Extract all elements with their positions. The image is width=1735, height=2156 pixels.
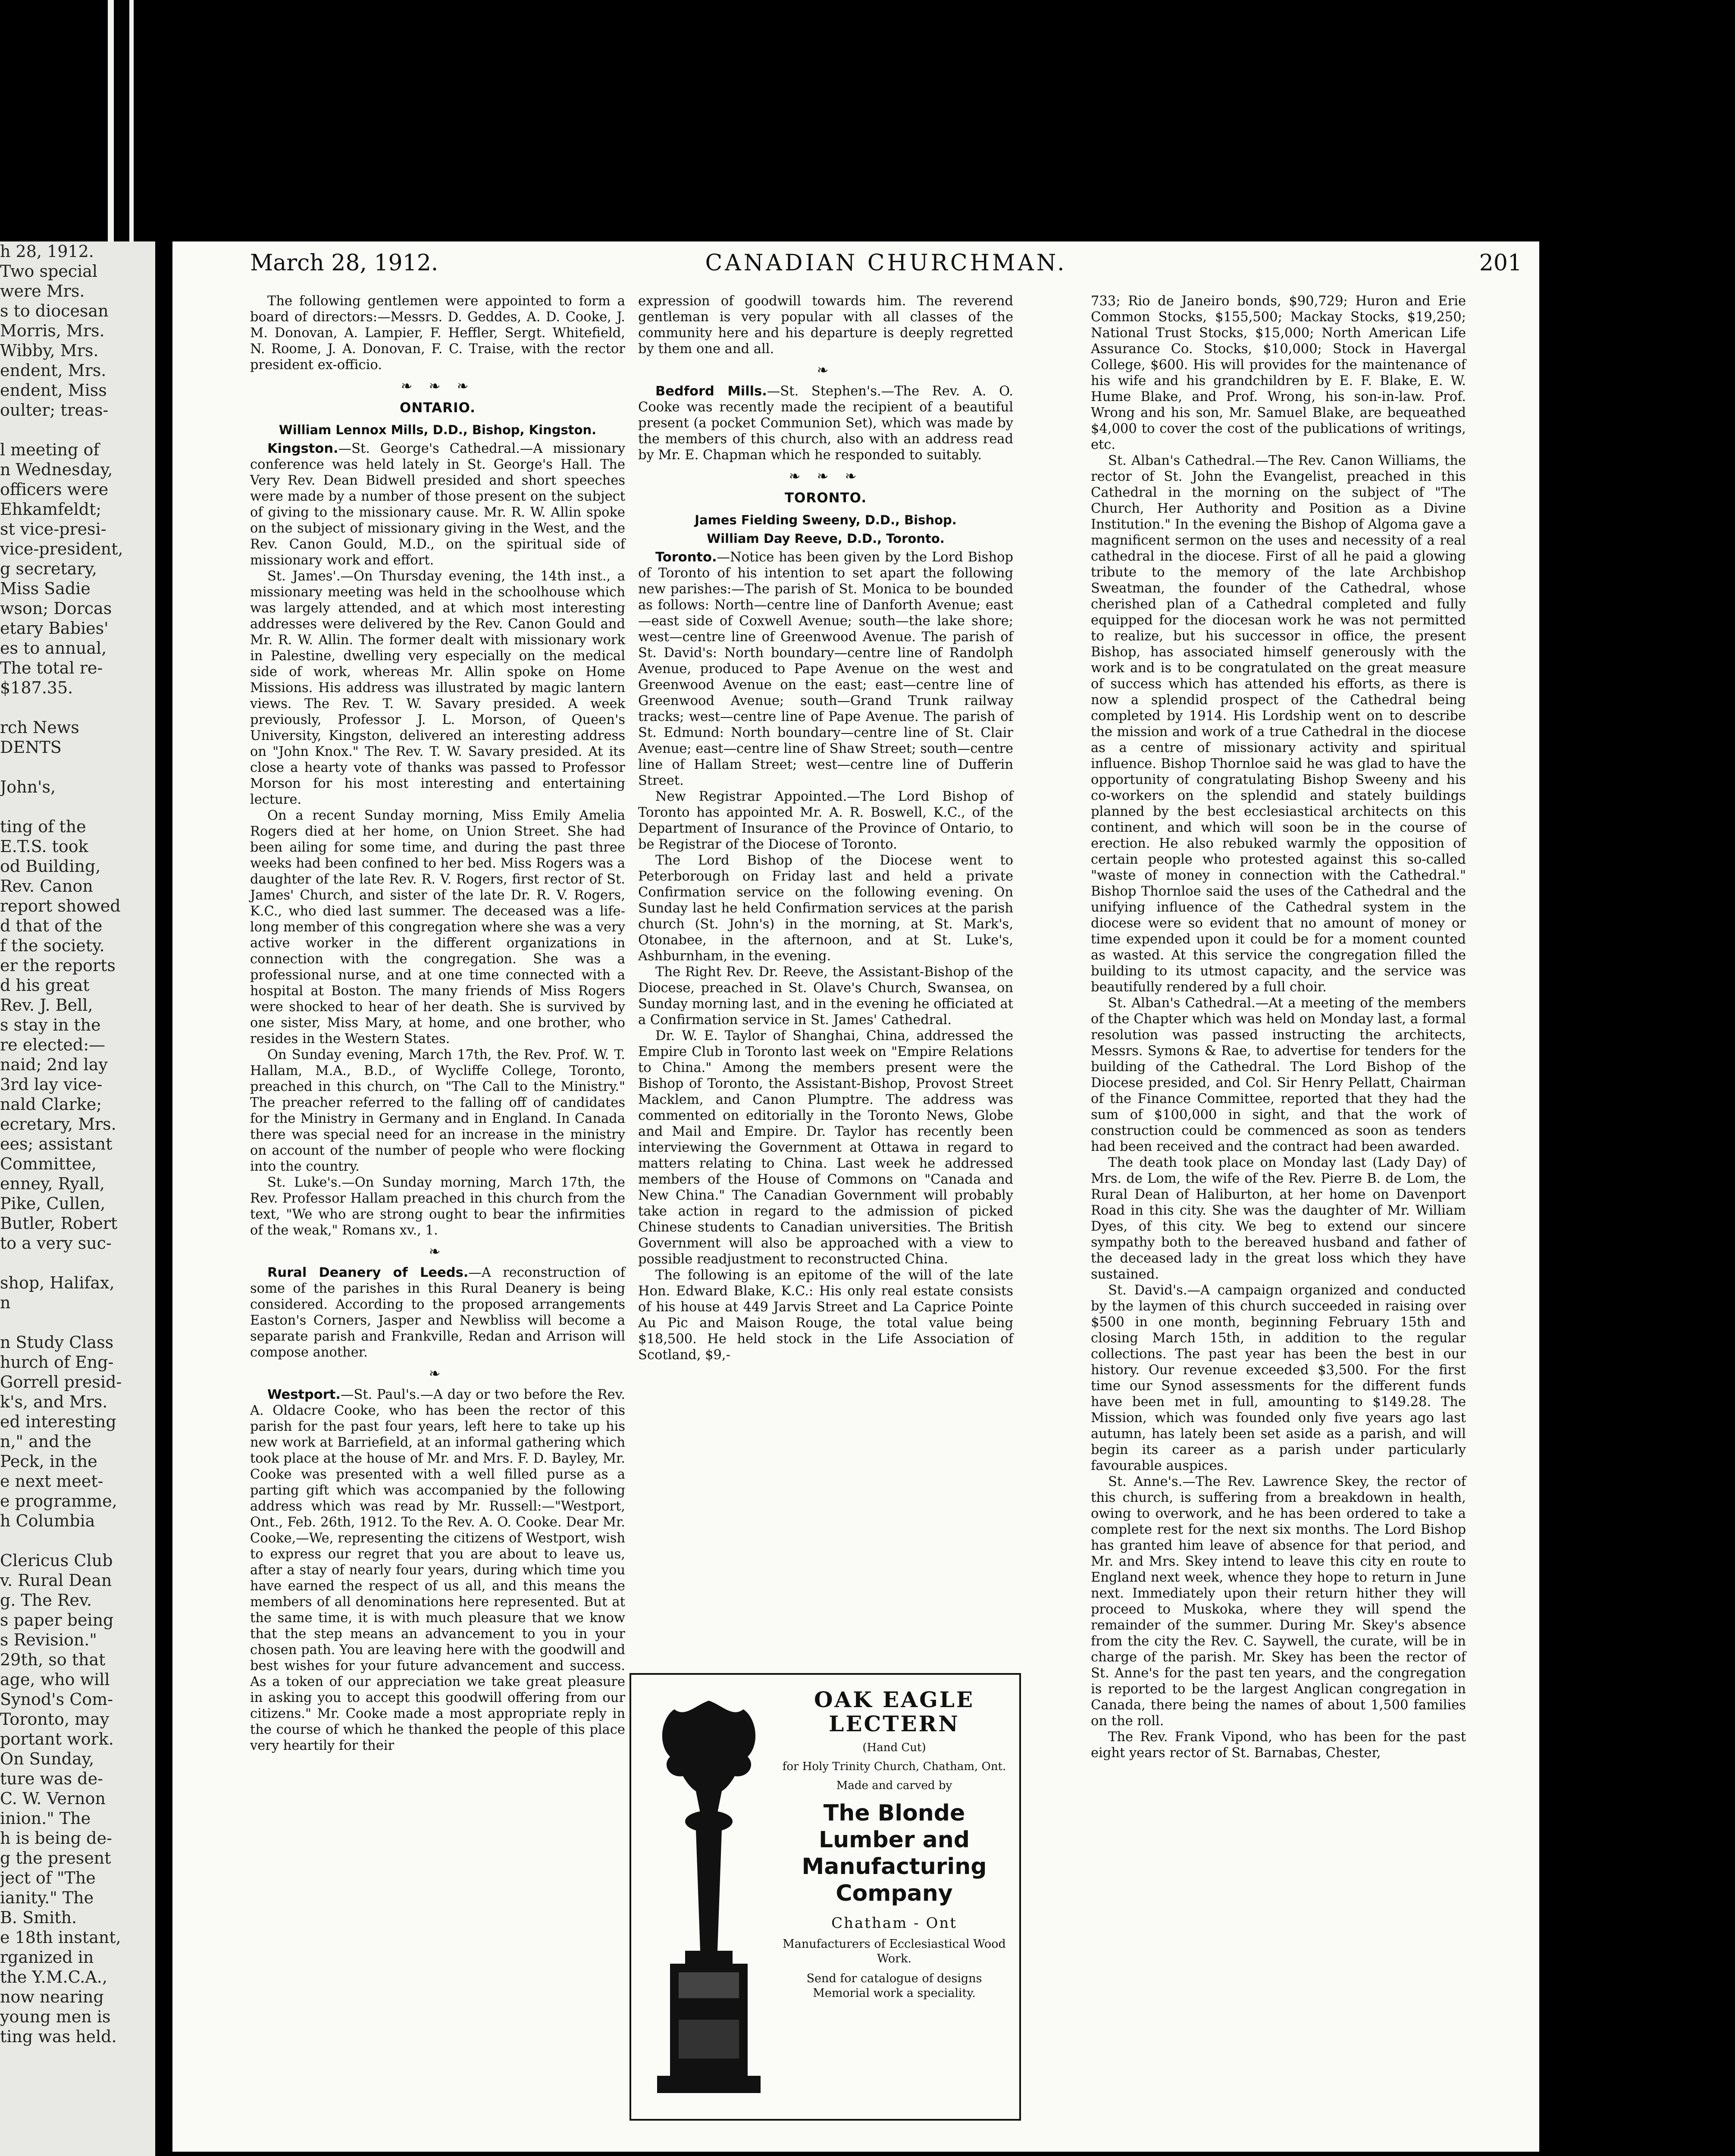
adjacent-page-line: g secretary,	[0, 559, 97, 578]
adjacent-page-line: od Building,	[0, 857, 101, 876]
column-3	[1091, 293, 1466, 1761]
adjacent-page-line: portant work.	[0, 1730, 114, 1749]
column-1	[250, 293, 625, 1754]
adjacent-page-line: s paper being	[0, 1611, 114, 1630]
adjacent-page-line: s stay in the	[0, 1015, 101, 1034]
bedford-paragraph: Bedford Mills.—St. Stephen's.—The Rev. A. O. Cooke was recently made the recipient of a beautiful present (a pocket Communion Set), which was made by the members of this church, also with an address read by Mr. E. Chapman which he responded to suitably.	[638, 384, 1013, 463]
ad-made-by: Made and carved by	[836, 1779, 952, 1792]
adjacent-page-line: er the reports	[0, 956, 116, 975]
adjacent-page-line	[0, 698, 155, 718]
registrar-paragraph: New Registrar Appointed.—The Lord Bishop of Toronto has appointed Mr. A. R. Boswell, K.C., of the Department of Insurance of the Province of Ontario, to be Registrar of the Diocese of Toronto.	[638, 789, 1013, 852]
peterborough-paragraph: The Lord Bishop of the Diocese went to Peterborough on Friday last and held a private Confirmation service on the following evening. On Sunday last he held Confirmation services at the parish church (St. John's) in the morning, at St. Mark's, Otonabee, in the afternoon, and at St. Luke's, Ashburnham, in the evening.	[638, 853, 1013, 964]
ornament: ❧	[429, 1243, 447, 1260]
adjacent-page-line: g the present	[0, 1849, 111, 1868]
section-heading-toronto: TORONTO.	[784, 490, 867, 506]
adjacent-page-line: vice-president,	[0, 539, 123, 558]
ad-for-line: for Holy Trinity Church, Chatham, Ont.	[782, 1760, 1006, 1773]
adjacent-page-line: E.T.S. took	[0, 837, 88, 856]
adjacent-page-line: 3rd lay vice-	[0, 1075, 103, 1094]
adjacent-page-line: ed interesting	[0, 1412, 116, 1431]
advertisement-text	[778, 1688, 1011, 2001]
adjacent-page-line: C. W. Vernon	[0, 1789, 106, 1808]
adjacent-page-line: ture was de-	[0, 1769, 103, 1788]
bishop-subheading: James Fielding Sweeny, D.D., Bishop.	[695, 513, 957, 527]
adjacent-page-line: endent, Mrs.	[0, 361, 106, 380]
bishop-subheading: William Lennox Mills, D.D., Bishop, Kingston.	[279, 423, 597, 437]
st-james-paragraph: St. James'.—On Thursday evening, the 14th inst., a missionary meeting was held in the schoolhouse which was largely attended, and at which most interesting addresses were delivered by the Rev. Canon Gould and Mr. R. W. Allin. The former dealt with missionary work in Palestine, dwelling very especially on the medical side of work, whereas Mr. Allin spoke on Home Missions. His address was illustrated by magic lantern views. The Rev. T. W. Savary presided. A week previously, Professor J. L. Morson, of Queen's University, Kingston, delivered an interesting address on "John Knox." The Rev. T. W. Savary presided. At its close a hearty vote of thanks was passed to Professor Morson for his most interesting and entertaining lecture.	[250, 569, 625, 807]
adjacent-page-line: d his great	[0, 976, 90, 995]
ornament: ❧ ❧ ❧	[789, 468, 863, 484]
adjacent-page-line	[0, 757, 155, 777]
st-annes-paragraph: St. Anne's.—The Rev. Lawrence Skey, the rector of this church, is suffering from a breakdown in health, owing to overwork, and he has been ordered to take a complete rest for the next six months. The Lord Bishop has granted him leave of absence for that period, and Mr. and Mrs. Skey intend to leave this city en route to England next week, whence they hope to return in June next. Immediately upon their return hither they will proceed to Muskoka, where they will spend the remainder of the summer. During Mr. Skey's absence from the city the Rev. C. Saywell, the curate, will be in charge of the parish. Mr. Skey has been the rector of St. Anne's for the past ten years, and the congregation is reported to be the largest Anglican congregation in Canada, there being the names of about 1,500 families on the roll.	[1091, 1474, 1466, 1729]
section-heading-ontario: ONTARIO.	[400, 400, 476, 416]
adjacent-page-line: Morris, Mrs.	[0, 321, 105, 340]
adjacent-page-line: g. The Rev.	[0, 1591, 92, 1610]
goodwill-paragraph: expression of goodwill towards him. The reverend gentleman is very popular with all classes of the community here and his departure is deeply regretted by them one and all.	[638, 294, 1013, 357]
adjacent-page-line: e programme,	[0, 1492, 117, 1510]
toronto-lead: Toronto.	[655, 550, 717, 565]
adjacent-page-line: report showed	[0, 896, 121, 915]
reeve-paragraph: The Right Rev. Dr. Reeve, the Assistant-Bishop of the Diocese, preached in St. Olave's Church, Swansea, on Sunday morning last, and in the evening he officiated at a Confirmation service in St. James' Cathedral.	[638, 965, 1013, 1028]
adjacent-page-line: f the society.	[0, 936, 105, 955]
adjacent-page-line: n Wednesday,	[0, 460, 113, 479]
ad-manufacturers: Manufacturers of Ecclesiastical Wood Work.	[783, 1937, 1006, 1965]
adjacent-page-line: ject of "The	[0, 1868, 96, 1887]
adjacent-page-line: d that of the	[0, 916, 103, 935]
adjacent-page-line: hurch of Eng-	[0, 1353, 114, 1372]
ad-hand-cut: (Hand Cut)	[862, 1741, 926, 1754]
newspaper-page	[172, 241, 1539, 2152]
publication-title: CANADIAN CHURCHMAN.	[705, 250, 1067, 276]
issue-date: March 28, 1912.	[250, 250, 438, 276]
ad-title: OAK EAGLE LECTERN	[814, 1687, 975, 1736]
lectern-advertisement	[629, 1673, 1021, 2121]
hallam-paragraph: On Sunday evening, March 17th, the Rev. Prof. W. T. Hallam, M.A., B.D., of Wycliffe College, Toronto, preached in this church, on "The Call to the Ministry." The preacher referred to the falling off of candidates for the Ministry in Germany and in England. In Canada there was special need for an increase in the ministry on account of the number of people who were flocking into the country.	[250, 1047, 625, 1174]
adjacent-page-line: 29th, so that	[0, 1650, 106, 1669]
leeds-paragraph: Rural Deanery of Leeds.—A reconstruction of some of the parishes in this Rural Deanery is being considered. According to the proposed arrangements Easton's Corners, Jasper and Newbliss will become a separate parish and Frankville, Redan and Arrison will compose another.	[250, 1265, 625, 1360]
adjacent-page-line: age, who will	[0, 1670, 110, 1689]
blake-will-paragraph: The following is an epitome of the will of the late Hon. Edward Blake, K.C.: His only real estate consists of his house at 449 Jarvis Street and La Caprice Pointe Au Pic and Maison Rouge, the total value being $18,500. He held stock in the Life Association of Scotland, $9,-	[638, 1268, 1013, 1363]
adjacent-page-line: Peck, in the	[0, 1452, 97, 1471]
adjacent-page-line: nald Clarke;	[0, 1095, 102, 1114]
kingston-lead: Kingston.	[267, 441, 338, 456]
adjacent-page-line: ecretary, Mrs.	[0, 1115, 116, 1134]
st-davids-paragraph: St. David's.—A campaign organized and conducted by the laymen of this church succeeded in raising over $500 in one month, beginning February 15th and closing March 15th, in addition to the regular collections. The past year has been the best in our history. Our revenue exceeded $3,500. For the first time our Synod assessments for the different funds have been met in full, amounting to $149.28. The Mission, which was founded only five years ago last autumn, has lately been set aside as a parish, and will begin its career as a parish under particularly favourable auspices.	[1091, 1283, 1466, 1473]
leeds-lead: Rural Deanery of Leeds.	[267, 1265, 469, 1280]
st-albans-chapter-paragraph: St. Alban's Cathedral.—At a meeting of the members of the Chapter which was held on Monday last, a formal resolution was passed instructing the architects, Messrs. Symons & Rae, to advertise for tenders for the building of the Cathedral. The Lord Bishop of the Diocese presided, and Col. Sir Henry Pellatt, Chairman of the Finance Committee, reported that they had the sum of $100,000 in sight, and that the work of construction could be commenced as soon as tenders had been received and the contract had been awarded.	[1091, 996, 1466, 1154]
adjacent-page-line: ianity." The	[0, 1888, 94, 1907]
ad-company: The Blonde Lumber and Manufacturing Company	[802, 1800, 987, 1906]
adjacent-page-line	[0, 420, 155, 440]
adjacent-page-line	[0, 1253, 155, 1273]
adjacent-page-line: h is being de-	[0, 1829, 112, 1848]
adjacent-page-line: The total re-	[0, 658, 103, 677]
adjacent-page-line	[0, 1531, 155, 1551]
adjacent-page-line: v. Rural Dean	[0, 1571, 112, 1590]
adjacent-page-line: shop, Halifax,	[0, 1273, 115, 1292]
adjacent-page-line: n," and the	[0, 1432, 91, 1451]
taylor-paragraph: Dr. W. E. Taylor of Shanghai, China, addressed the Empire Club in Toronto last week on "Empire Relations to China." Among the members present were the Bishop of Toronto, the Assistant-Bishop, Provost Street Macklem, and Canon Plumptre. The address was commented on editorially in the Toronto News, Globe and Mail and Empire. Dr. Taylor has recently been interviewing the Government at Ottawa in regard to matters relating to China. Last week he addressed members of the House of Commons on "Canada and New China." The Canadian Government will probably take action in regard to the admission of picked Chinese students to Canadian universities. The British Government will also be approached with a view to possible readjustment to reconstructed China.	[638, 1028, 1013, 1267]
adjacent-page-line: DENTS	[0, 738, 62, 757]
adjacent-page-line: ting of the	[0, 817, 86, 836]
adjacent-page-line: e next meet-	[0, 1472, 103, 1491]
adjacent-page-line: s Revision."	[0, 1630, 97, 1649]
adjacent-page-line	[0, 797, 155, 817]
adjacent-page-line: B. Smith.	[0, 1908, 77, 1927]
adjacent-page-fragment	[0, 241, 155, 2156]
adjacent-page-line: oulter; treas-	[0, 401, 109, 420]
adjacent-page-line: endent, Miss	[0, 381, 107, 400]
adjacent-page-line: were Mrs.	[0, 282, 85, 301]
adjacent-page-line: st vice-presi-	[0, 520, 106, 539]
column-2	[638, 293, 1013, 1363]
adjacent-page-line: enney, Ryall,	[0, 1174, 105, 1193]
adjacent-page-line: Miss Sadie	[0, 579, 91, 598]
adjacent-page-line: h Columbia	[0, 1511, 95, 1530]
westport-lead: Westport.	[267, 1387, 341, 1402]
adjacent-page-line: l meeting of	[0, 440, 100, 459]
vipond-paragraph: The Rev. Frank Vipond, who has been for the past eight years rector of St. Barnabas, Chester,	[1091, 1730, 1466, 1761]
st-albans-sermon-paragraph: St. Alban's Cathedral.—The Rev. Canon Williams, the rector of St. John the Evangelist, preached in this Cathedral in the morning on the subject of "The Church, Her Authority and Position as a Divine Institution." In the evening the Bishop of Algoma gave a magnificent sermon on the uses and necessity of a real cathedral in the diocese. First of all he paid a glowing tribute to the memory of the late Archbishop Sweatman, the founder of the Cathedral, whose cherished plan of a Cathedral completed and fully equipped for the diocesan work he was not permitted to realize, but his successor in office, the present Bishop, has associated himself generously with the work and is to be congratulated on the great measure of success which has attended his efforts, as there is now a splendid prospect of the Cathedral being completed by 1914. His Lordship went on to describe the mission and work of a true Cathedral in the diocese as a centre of missionary activity and spiritual influence. Bishop Thornloe said he was glad to have the opportunity of congratulating Bishop Sweeny and his co-workers on the splendid and stately buildings planned by the best ecclesiastical architects on this continent, and which will soon be in the course of erection. He also rebuked warmly the opposition of certain people who protested against this so-called "waste of money in connection with the Cathedral." Bishop Thornloe said the uses of the Cathedral and the unifying influence of the Cathedral system in the diocese were so evident that no amount of money or time expended upon it could be for a moment counted as wasted. At this service the congregation filled the building to its utmost capacity, and the service was beautifully rendered by a full choir.	[1091, 453, 1466, 995]
adjacent-page-line: h 28, 1912.	[0, 242, 94, 261]
running-header	[250, 250, 1522, 280]
adjacent-page-line: Ehkamfeldt;	[0, 500, 102, 519]
adjacent-page-line: Gorrell presid-	[0, 1373, 122, 1391]
adjacent-page-line: wson; Dorcas	[0, 599, 112, 618]
adjacent-page-line: officers were	[0, 480, 109, 499]
de-lom-paragraph: The death took place on Monday last (Lady Day) of Mrs. de Lom, the wife of the Rev. Pierre B. de Lom, the Rural Dean of Haliburton, at her home on Davenport Road in this city. She was the daughter of Mr. William Dyes, of this city. We beg to extend our sincere sympathy both to the bereaved husband and father of the deceased lady in the great loss which they have sustained.	[1091, 1155, 1466, 1282]
adjacent-page-line: re elected:—	[0, 1035, 106, 1054]
bedford-lead: Bedford Mills.	[655, 384, 767, 399]
adjacent-page-line: Wibby, Mrs.	[0, 341, 99, 360]
adjacent-page-line: the Y.M.C.A.,	[0, 1968, 107, 1987]
adjacent-page-line: now nearing	[0, 1987, 104, 2006]
rogers-paragraph: On a recent Sunday morning, Miss Emily Amelia Rogers died at her home, on Union Street. She had been ailing for some time, and during the past three weeks had been confined to her bed. Miss Rogers was a daughter of the late Rev. R. V. Rogers, first rector of St. James' Church, and sister of the late Dr. R. V. Rogers, K.C., who died last summer. The deceased was a life-long member of this congregation where she was a very active worker in the different organizations in connection with the congregation. She was a professional nurse, and at one time connected with a hospital at Boston. The many friends of Miss Rogers were shocked to hear of her death. She is survived by one sister, Miss Mary, at home, and one brother, who resides in the Western States.	[250, 808, 625, 1047]
adjacent-page-line: to a very suc-	[0, 1234, 112, 1253]
directors-paragraph: The following gentlemen were appointed to form a board of directors:—Messrs. D. Geddes, A. D. Cooke, J. M. Donovan, A. Lampier, F. Heffler, Sergt. Whitefield, N. Roome, J. A. Donovan, F. C. Traise, with the rector president ex-officio.	[250, 294, 625, 373]
adjacent-page-line: Rev. J. Bell,	[0, 996, 93, 1015]
adjacent-page-line: naid; 2nd lay	[0, 1055, 108, 1074]
adjacent-page-line: young men is	[0, 2007, 111, 2026]
adjacent-page-line: John's,	[0, 777, 56, 796]
ornament: ❧	[429, 1365, 447, 1382]
st-lukes-paragraph: St. Luke's.—On Sunday morning, March 17th, the Rev. Professor Hallam preached in this church from the text, "We who are strong ought to bear the infirmities of the weak," Romans xv., 1.	[250, 1175, 625, 1238]
adjacent-page-line: ees; assistant	[0, 1134, 113, 1153]
ad-catalogue: Send for catalogue of designs Memorial work a speciality.	[806, 1972, 982, 2000]
adjacent-page-line: s to diocesan	[0, 301, 109, 320]
adjacent-page-line: rganized in	[0, 1948, 94, 1967]
ad-place: Chatham - Ont	[831, 1915, 957, 1932]
ornament: ❧	[817, 362, 835, 378]
adjacent-page-line: inion." The	[0, 1809, 91, 1828]
adjacent-page-line: k's, and Mrs.	[0, 1392, 108, 1411]
adjacent-page-line: Two special	[0, 262, 98, 281]
adjacent-page-line: $187.35.	[0, 678, 73, 697]
adjacent-page-line: Committee,	[0, 1154, 97, 1173]
toronto-paragraph: Toronto.—Notice has been given by the Lord Bishop of Toronto of his intention to set apart the following new parishes:—The parish of St. Monica to be bounded as follows: North—centre line of Danforth Avenue; east—east side of Coxwell Avenue; south—the lake shore; west—centre line of Greenwood Avenue. The parish of St. David's: North boundary—centre line of Randolph Avenue, produced to Pape Avenue on the west and Greenwood Avenue on the east; east—centre line of Greenwood Avenue; south—Grand Trunk railway tracks; west—centre line of Pape Avenue. The parish of St. Edmund: North boundary—centre line of St. Clair Avenue; east—centre line of Shaw Street; south—centre line of Hallam Street; west—centre line of Dufferin Street.	[638, 550, 1013, 788]
adjacent-page-line: On Sunday,	[0, 1749, 94, 1768]
ornament: ❧ ❧ ❧	[401, 378, 475, 394]
adjacent-page-line	[0, 1313, 155, 1332]
adjacent-page-line: Clericus Club	[0, 1551, 113, 1570]
adjacent-page-line: ting was held.	[0, 2027, 117, 2046]
adjacent-page-line: Toronto, may	[0, 1710, 110, 1729]
adjacent-page-line: es to annual,	[0, 639, 107, 658]
page-number: 201	[1479, 250, 1522, 276]
adjacent-page-line: e 18th instant,	[0, 1928, 121, 1947]
adjacent-page-line: n	[0, 1293, 11, 1312]
adjacent-page-line: Rev. Canon	[0, 877, 93, 896]
assistant-bishop-subheading: William Day Reeve, D.D., Toronto.	[707, 531, 945, 546]
adjacent-page-line: n Study Class	[0, 1333, 114, 1352]
adjacent-page-line: Synod's Com-	[0, 1690, 113, 1709]
adjacent-page-line: rch News	[0, 718, 79, 737]
adjacent-page-line: Butler, Robert	[0, 1214, 118, 1233]
adjacent-page-line: etary Babies'	[0, 619, 109, 638]
westport-paragraph: Westport.—St. Paul's.—A day or two before the Rev. A. Oldacre Cooke, who has been the rector of this parish for the past four years, left here to take up his new work at Barriefield, at an informal gathering which took place at the house of Mr. and Mrs. F. D. Bayley, Mr. Cooke was presented with a well filled purse as a parting gift which was accompanied by the following address which was read by Mr. Russell:—"Westport, Ont., Feb. 26th, 1912. To the Rev. A. O. Cooke. Dear Mr. Cooke,—We, representing the citizens of Westport, wish to express our regret that you are about to leave us, after a stay of nearly four years, during which time you have earned the respect of us all, and this means the members of all denominations here represented. But at the same time, it is with much pleasure that we know that the step means an advancement to you in your chosen path. You are leaving here with the goodwill and best wishes for your future advancement and success. As a token of our appreciation we take great pleasure in asking you to accept this goodwill offering from our citizens." Mr. Cooke made a most appropriate reply in the course of which he thanked the people of this place very heartily for their	[250, 1387, 625, 1753]
blake-will-continued: 733; Rio de Janeiro bonds, $90,729; Huron and Erie Common Stocks, $155,500; Mackay Stocks, $19,250; National Trust Stocks, $15,000; North American Life Assurance Co. Stocks, $10,000; Stock in Havergal College, $600. His will provides for the maintenance of his wife and his grandchildren by E. F. Blake, E. W. Hume Blake, and Prof. Wrong, his son-in-law. Prof. Wrong and his son, Mr. Samuel Blake, are bequeathed $4,000 to cover the cost of the publications of writings, etc.	[1091, 294, 1466, 452]
eagle-lectern-illustration	[644, 1692, 774, 2102]
kingston-paragraph: Kingston.—St. George's Cathedral.—A missionary conference was held lately in St. George's Hall. The Very Rev. Dean Bidwell presided and short speeches were made by a number of those present on the subject of giving to the missionary cause. Mr. R. W. Allin spoke on the subject of missionary giving in the West, and the Rev. Canon Gould, M.D., on the spiritual side of missionary work and effort.	[250, 441, 625, 568]
adjacent-page-line: Pike, Cullen,	[0, 1194, 106, 1213]
